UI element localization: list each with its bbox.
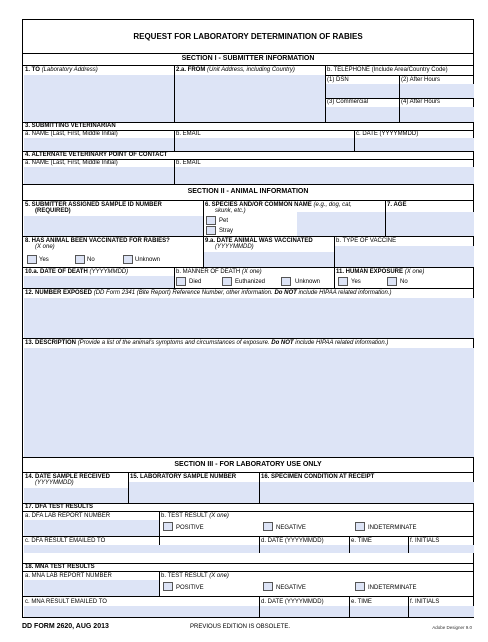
exposure-label: 11. HUMAN EXPOSURE (X one) [336,269,425,275]
specimen-condition-field[interactable] [260,482,474,503]
divider [334,267,335,288]
alt-name-label: a. NAME (Last, First, Middle Initial) [25,160,118,166]
exposure-no-label: No [400,279,408,285]
stray-label: Stray [219,228,234,234]
mna-date-field[interactable] [260,606,349,617]
vet-header: 3. SUBMITTING VETERINARIAN [25,123,116,129]
dfa-header: 17. DFA TEST RESULTS [25,504,94,510]
vet-email-label: b. EMAIL [176,131,201,137]
sample-id-required: (REQUIRED) [35,208,71,214]
dfa-negative-label: NEGATIVE [276,525,306,531]
rabies-request-form [22,19,474,618]
dfa-report-label: a. DFA LAB REPORT NUMBER [25,513,111,519]
date-received-field[interactable] [24,488,128,503]
manner-label: b. MANNER OF DEATH (X one) [176,269,262,275]
euthanized-label: Euthanized [235,279,266,285]
divider [23,571,473,572]
species-field[interactable] [297,212,385,236]
commercial-field[interactable] [326,107,399,122]
mna-initials-field[interactable] [409,606,474,617]
vaccinated-hint: (X one) [35,244,55,250]
mna-initials-label: f. INITIALS [410,599,440,605]
dfa-time-label: e. TIME [351,538,372,544]
mna-emailed-label: c. MNA RESULT EMAILED TO [25,599,107,605]
mna-time-label: e. TIME [351,599,372,605]
stray-checkbox[interactable] [206,226,216,235]
divider [23,457,473,458]
divider [23,267,473,268]
vacc-yes-checkbox[interactable] [27,255,37,264]
software-credit: Adobe Designer 9.0 [432,625,472,630]
divider [23,511,473,512]
description-label: 13. DESCRIPTION (Provide a list of the animal's symptoms and circumstances of exposure. Do NOT include HIPAA related information.) [25,340,389,346]
species-label: 6. SPECIES AND/OR COMMON NAME (e.g., dog, cat, [205,202,352,208]
lab-sample-number-field[interactable] [129,482,259,503]
divider [23,236,473,237]
dfa-emailed-label: c. DFA RESULT EMAILED TO [25,538,106,544]
section-1-header: SECTION I - SUBMITTER INFORMATION [181,55,315,62]
mna-result-label: b. TEST RESULT (X one) [161,573,229,579]
manner-unknown-checkbox[interactable] [281,277,291,286]
divider [159,571,160,596]
dfa-time-field[interactable] [350,545,408,553]
dsn-field[interactable] [326,84,399,98]
vet-date-field[interactable] [355,138,474,151]
age-field[interactable] [386,212,474,236]
vacc-unknown-checkbox[interactable] [123,255,133,264]
vet-email-field[interactable] [175,138,354,151]
vacc-no-label: No [87,257,95,263]
date-received-format: (YYYYMMDD) [35,480,74,486]
after-hours-field-2[interactable] [400,107,474,122]
divider [203,200,204,236]
species-hint: skunk, etc.) [215,208,246,214]
exposure-no-checkbox[interactable] [387,277,397,286]
mna-positive-label: POSITIVE [176,585,204,591]
mna-header: 18. MNA TEST RESULTS [25,564,95,570]
vet-name-label: a. NAME (Last, First, Middle Initial) [25,131,118,137]
vacc-yes-label: Yes [39,257,49,263]
vaccine-type-field[interactable] [335,246,474,267]
mna-report-label: a. MNA LAB REPORT NUMBER [25,573,112,579]
number-exposed-field[interactable] [24,298,474,338]
form-title: REQUEST FOR LABORATORY DETERMINATION OF RABIES [133,32,363,41]
divider [23,596,473,597]
mna-time-field[interactable] [350,606,408,617]
dfa-result-label: b. TEST RESULT (X one) [161,513,229,519]
divider [23,65,473,66]
after-hours-field[interactable] [400,84,474,98]
divider [23,536,473,537]
vet-date-label: c. DATE (YYYYMMDD) [356,131,419,137]
age-label: 7. AGE [387,202,407,208]
alt-email-label: b. EMAIL [176,160,201,166]
died-label: Died [189,279,202,285]
death-date-label: 10.a. DATE OF DEATH (YYYYMMDD) [25,269,129,275]
euthanized-checkbox[interactable] [222,277,232,286]
mna-indeterminate-checkbox[interactable] [355,582,365,591]
divider [23,53,473,54]
sample-id-field[interactable] [24,216,203,236]
vacc-no-checkbox[interactable] [75,255,85,264]
date-received-label: 14. DATE SAMPLE RECEIVED [25,474,110,480]
after-hours-label: (2) After Hours [401,77,441,83]
from-field[interactable] [175,75,325,122]
mna-negative-checkbox[interactable] [263,582,273,591]
divider [174,267,175,288]
dfa-report-field[interactable] [24,520,159,536]
dfa-date-field[interactable] [260,545,349,553]
divider [23,338,473,339]
lab-sample-number-label: 15. LABORATORY SAMPLE NUMBER [130,474,237,480]
dfa-indeterminate-label: INDETERMINATE [368,525,417,531]
vaccinated-label: 8. HAS ANIMAL BEEN VACCINATED FOR RABIES? [25,238,170,244]
divider [23,200,473,201]
died-checkbox[interactable] [176,277,186,286]
form-number: DD FORM 2620, AUG 2013 [22,623,109,630]
exposure-yes-checkbox[interactable] [338,277,348,286]
vaccine-type-label: b. TYPE OF VACCINE [336,238,397,244]
obsolete-notice: PREVIOUS EDITION IS OBSOLETE. [190,624,291,630]
sample-id-label: 5. SUBMITTER ASSIGNED SAMPLE ID NUMBER [25,202,162,208]
dfa-emailed-field[interactable] [24,545,259,553]
alt-name-field[interactable] [24,167,174,184]
divider [23,472,473,473]
to-label: 1. TO (Laboratory Address) [25,67,98,73]
mna-indeterminate-label: INDETERMINATE [368,585,417,591]
specimen-condition-label: 16. SPECIMEN CONDITION AT RECEIPT [261,474,375,480]
dfa-negative-checkbox[interactable] [263,522,273,531]
alt-contact-header: 4. ALTERNATE VETERINARY POINT OF CONTACT [25,152,168,158]
mna-negative-label: NEGATIVE [276,585,306,591]
pet-checkbox[interactable] [206,216,216,225]
dfa-positive-label: POSITIVE [176,525,204,531]
to-field[interactable] [24,75,174,122]
vacc-unknown-label: Unknown [135,257,161,263]
vacc-date-format: (YYYYMMDD) [215,244,254,250]
divider [325,75,473,76]
divider [23,184,473,185]
manner-unknown-label: Unknown [295,279,321,285]
dfa-date-label: d. DATE (YYYYMMDD) [261,538,324,544]
dsn-label: (1) DSN [327,77,349,83]
mna-positive-checkbox[interactable] [163,582,173,591]
vacc-date-field[interactable] [204,252,334,267]
telephone-label: b. TELEPHONE (Include Area/Country Code) [327,67,448,73]
dfa-initials-label: f. INITIALS [410,538,440,544]
from-label: 2.a. FROM (Unit Address, including Country) [176,67,295,73]
section-2-header: SECTION II - ANIMAL INFORMATION [187,188,309,195]
alt-email-field[interactable] [175,167,474,184]
dfa-positive-checkbox[interactable] [163,522,173,531]
exposure-yes-label: Yes [351,279,361,285]
mna-report-field[interactable] [24,580,159,596]
dfa-indeterminate-checkbox[interactable] [355,522,365,531]
mna-emailed-field[interactable] [24,606,259,617]
vet-name-field[interactable] [24,138,174,151]
commercial-label: (3) Commercial [327,99,369,105]
mna-date-label: d. DATE (YYYYMMDD) [261,599,324,605]
section-3-header: SECTION III - FOR LABORATORY USE ONLY [174,461,322,468]
divider [23,288,473,289]
vacc-date-label: 9.a. DATE ANIMAL WAS VACCINATED [205,238,313,244]
dfa-initials-field[interactable] [409,545,474,553]
pet-label: Pet [219,218,229,224]
description-field[interactable] [24,348,474,457]
after-hours-label-2: (4) After Hours [401,99,441,105]
number-exposed-label: 12. NUMBER EXPOSED (DD Form 2341 (Bite Report) Reference Number, other information. Do NOT include HIPAA related information.) [25,290,392,296]
death-date-field[interactable] [24,276,174,288]
